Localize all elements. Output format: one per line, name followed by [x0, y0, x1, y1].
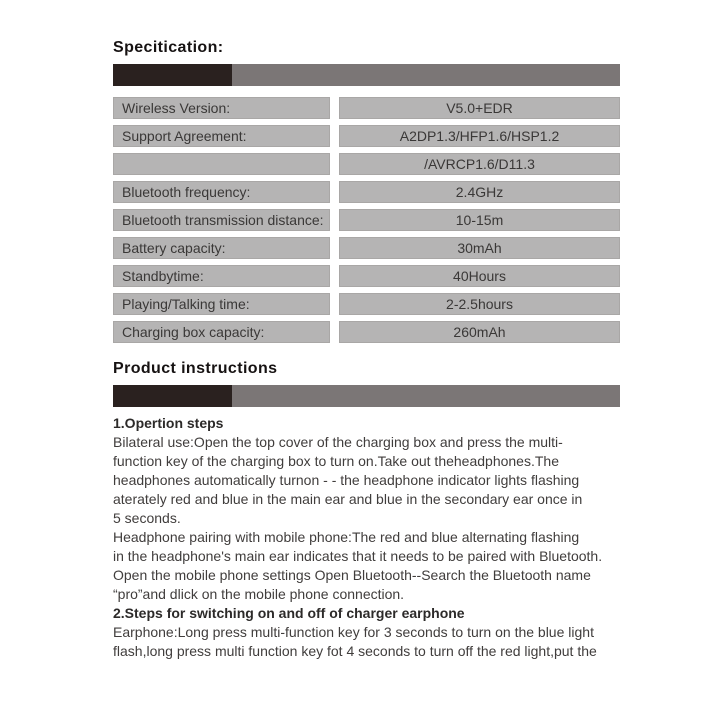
spec-value-avrcp: /AVRCP1.6/D11.3	[339, 153, 620, 175]
spec-value-playing-talking-time: 2-2.5hours	[339, 293, 620, 315]
step1-line: aterately red and blue in the main ear and blue in the secondary ear once in	[113, 491, 583, 507]
table-row	[113, 209, 620, 231]
table-row	[113, 321, 620, 343]
table-row	[113, 237, 620, 259]
step1-line: Headphone pairing with mobile phone:The red and blue alternating flashing	[113, 529, 580, 545]
spec-value-transmission-distance: 10-15m	[339, 209, 620, 231]
spec-value-bluetooth-frequency: 2.4GHz	[339, 181, 620, 203]
spec-value-battery-capacity: 30mAh	[339, 237, 620, 259]
spec-label-bluetooth-frequency: Bluetooth frequency:	[113, 181, 330, 203]
step1-line: “pro”and dlick on the mobile phone connection.	[113, 586, 405, 602]
spec-value-wireless-version: V5.0+EDR	[339, 97, 620, 119]
product-instructions-title: Product instructions	[113, 360, 278, 377]
step2-line: flash,long press multi function key fot 4 seconds to turn off the red light,put the	[113, 643, 597, 659]
spec-value-standby-time: 40Hours	[339, 265, 620, 287]
table-row	[113, 293, 620, 315]
spec-label-battery-capacity: Battery capacity:	[113, 237, 330, 259]
step2-heading: 2.Steps for switching on and off of charger earphone	[113, 605, 465, 621]
table-row	[113, 181, 620, 203]
step1-line: Open the mobile phone settings Open Bluetooth--Search the Bluetooth name	[113, 567, 591, 583]
spec-label-transmission-distance: Bluetooth transmission distance:	[113, 209, 330, 231]
specification-table	[113, 97, 620, 343]
spec-label-empty	[113, 153, 330, 175]
table-row	[113, 97, 620, 119]
specification-title: Specitication:	[113, 39, 224, 56]
instructions-divider-bar	[113, 385, 620, 407]
spec-label-charging-box-capacity: Charging box capacity:	[113, 321, 330, 343]
step1-line: Bilateral use:Open the top cover of the charging box and press the multi-	[113, 434, 563, 450]
specification-divider-bar	[113, 64, 620, 86]
spec-label-standby-time: Standbytime:	[113, 265, 330, 287]
step2-line: Earphone:Long press multi-function key for 3 seconds to turn on the blue light	[113, 624, 594, 640]
spec-value-support-agreement: A2DP1.3/HFP1.6/HSP1.2	[339, 125, 620, 147]
table-row	[113, 265, 620, 287]
table-row	[113, 153, 620, 175]
divider-bar-dark-segment	[113, 64, 232, 86]
instructions-body	[113, 414, 620, 661]
step1-heading: 1.Opertion steps	[113, 415, 224, 431]
divider-bar-dark-segment	[113, 385, 232, 407]
step1-line: function key of the charging box to turn on.Take out theheadphones.The	[113, 453, 559, 469]
table-row	[113, 125, 620, 147]
spec-label-playing-talking-time: Playing/Talking time:	[113, 293, 330, 315]
page-content	[113, 38, 620, 661]
spec-value-charging-box-capacity: 260mAh	[339, 321, 620, 343]
step1-line: headphones automatically turnon - - the headphone indicator lights flashing	[113, 472, 580, 488]
spec-label-support-agreement: Support Agreement:	[113, 125, 330, 147]
step1-line: in the headphone's main ear indicates that it needs to be paired with Bluetooth.	[113, 548, 603, 564]
spec-label-wireless-version: Wireless Version:	[113, 97, 330, 119]
step1-line: 5 seconds.	[113, 510, 181, 526]
